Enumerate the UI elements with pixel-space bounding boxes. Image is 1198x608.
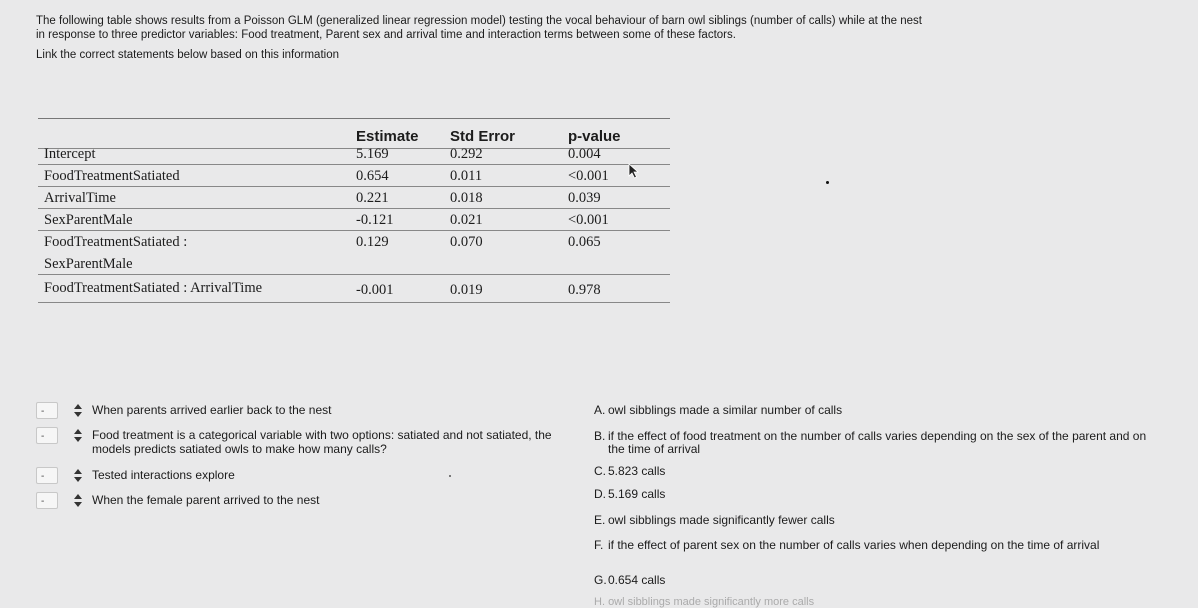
option-letter: A. xyxy=(594,403,606,417)
std-error-cell: 0.019 xyxy=(450,282,483,298)
estimate-cell: 0.129 xyxy=(356,234,389,250)
row-rule xyxy=(38,274,670,275)
instruction-text: Link the correct statements below based on this information xyxy=(36,49,339,61)
estimate-cell: -0.001 xyxy=(356,282,394,298)
std-error-cell: 0.070 xyxy=(450,234,483,250)
p-value-cell: 0.004 xyxy=(568,146,601,162)
header-estimate: Estimate xyxy=(356,128,419,145)
option-text: owl sibblings made significantly more calls xyxy=(608,596,815,608)
option-text: if the effect of parent sex on the number of calls varies when depending on the time of arrival xyxy=(608,538,1100,552)
answer-select[interactable]: - xyxy=(36,402,58,419)
option-letter: E. xyxy=(594,513,606,527)
question-text: Food treatment is a categorical variable with two options: satiated and not satiated, the models predicts satiated owls to make how many calls? xyxy=(92,428,552,456)
option-letter: H. xyxy=(594,596,605,608)
option-letter: C. xyxy=(594,464,606,478)
option-text: 5.169 calls xyxy=(608,487,666,501)
question-intro xyxy=(36,14,1156,62)
p-value-cell: 0.978 xyxy=(568,282,601,298)
term-food-x-sex: FoodTreatmentSatiated : xyxy=(44,234,188,250)
estimate-cell: 5.169 xyxy=(356,146,389,162)
estimate-cell: 0.221 xyxy=(356,190,389,206)
row-rule xyxy=(38,164,670,165)
question-text: Tested interactions explore xyxy=(92,468,235,482)
term-food-treatment-satiated: FoodTreatmentSatiated xyxy=(44,168,180,184)
std-error-cell: 0.011 xyxy=(450,168,483,184)
estimate-cell: 0.654 xyxy=(356,168,389,184)
intro-line-2: in response to three predictor variables: Food treatment, Parent sex and arrival time and interaction terms between some of these factors. xyxy=(36,29,736,41)
term-arrival-time: ArrivalTime xyxy=(44,190,116,206)
intro-line-1: The following table shows results from a Poisson GLM (generalized linear regression model) testing the vocal behaviour of barn owl siblings (number of calls) while at the nest xyxy=(36,15,922,27)
p-value-cell: <0.001 xyxy=(568,212,609,228)
answer-select[interactable]: - xyxy=(36,427,58,444)
std-error-cell: 0.292 xyxy=(450,146,483,162)
p-value-cell: <0.001 xyxy=(568,168,609,184)
p-value-cell: 0.039 xyxy=(568,190,601,206)
match-row xyxy=(36,492,596,512)
std-error-cell: 0.018 xyxy=(450,190,483,206)
option-text: owl sibblings made significantly fewer calls xyxy=(608,513,835,527)
std-error-cell: 0.021 xyxy=(450,212,483,228)
answer-select[interactable]: - xyxy=(36,492,58,509)
row-rule xyxy=(38,230,670,231)
up-down-arrows-icon[interactable] xyxy=(74,469,82,482)
option-text: if the effect of food treatment on the number of calls varies depending on the sex of the parent and on the time of arrival xyxy=(608,429,1147,456)
row-rule xyxy=(38,208,670,209)
table-top-rule xyxy=(38,118,670,119)
mouse-cursor-icon xyxy=(628,163,640,184)
option-letter: D. xyxy=(594,487,606,501)
option-letter: F. xyxy=(594,538,604,552)
option-text: owl sibblings made a similar number of calls xyxy=(608,403,843,417)
question-text: When parents arrived earlier back to the nest xyxy=(92,403,332,417)
answer-select[interactable]: - xyxy=(36,467,58,484)
question-text: When the female parent arrived to the nest xyxy=(92,493,320,507)
term-food-x-sex-line2: SexParentMale xyxy=(44,256,133,272)
term-intercept: Intercept xyxy=(44,146,96,162)
term-food-x-arrival: FoodTreatmentSatiated : ArrivalTime xyxy=(44,280,263,296)
option-letter: B. xyxy=(594,429,606,443)
answer-option-cut-off xyxy=(594,596,814,608)
option-letter: G. xyxy=(594,573,607,587)
term-sex-parent-male: SexParentMale xyxy=(44,212,133,228)
match-row xyxy=(36,402,596,422)
row-rule xyxy=(38,186,670,187)
table-bottom-rule xyxy=(38,302,670,303)
option-text: 0.654 calls xyxy=(608,573,666,587)
match-row xyxy=(36,427,596,461)
up-down-arrows-icon[interactable] xyxy=(74,494,82,507)
match-row xyxy=(36,467,596,487)
header-p-value: p-value xyxy=(568,128,621,145)
stray-dot xyxy=(826,181,829,184)
estimate-cell: -0.121 xyxy=(356,212,394,228)
up-down-arrows-icon[interactable] xyxy=(74,429,82,442)
option-text: 5.823 calls xyxy=(608,464,666,478)
header-std-error: Std Error xyxy=(450,128,516,145)
p-value-cell: 0.065 xyxy=(568,234,601,250)
up-down-arrows-icon[interactable] xyxy=(74,404,82,417)
